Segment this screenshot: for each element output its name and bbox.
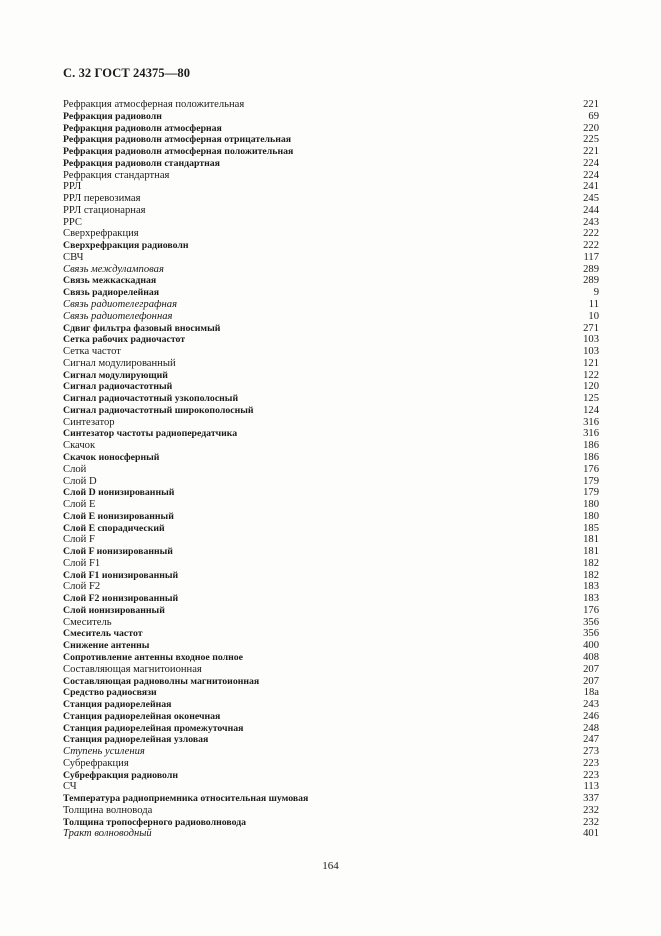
index-page-ref: 125: [583, 393, 599, 405]
index-term: РРС: [63, 216, 82, 228]
index-term: Рефракция радиоволн атмосферная положительная: [63, 146, 294, 158]
index-term: Рефракция радиоволн стандартная: [63, 157, 220, 169]
index-entry: [63, 781, 599, 793]
index-term: Связь междуламповая: [63, 263, 164, 275]
index-entry: [63, 628, 599, 640]
index-page-ref: 222: [583, 228, 599, 240]
index-term: Температура радиоприемника относительная шумовая: [63, 793, 309, 805]
index-entry: [63, 334, 599, 346]
index-page-ref: 207: [583, 675, 599, 687]
index-term: Слой ионизированный: [63, 604, 165, 616]
index-entry: [63, 570, 599, 582]
index-page-ref: 183: [583, 593, 599, 605]
index-entry: [63, 793, 599, 805]
index-page-ref: 179: [583, 475, 599, 487]
index-entry: [63, 770, 599, 782]
index-term: Составляющая радиоволны магнитоионная: [63, 675, 260, 687]
index-page-ref: 18а: [583, 687, 599, 699]
index-term: Станция радиорелейная: [63, 699, 172, 711]
index-entry: [63, 511, 599, 523]
index-page-ref: 103: [583, 334, 599, 346]
index-page-ref: 243: [583, 699, 599, 711]
index-term: Сдвиг фильтра фазовый вносимый: [63, 322, 221, 334]
index-term: Сетка частот: [63, 346, 121, 358]
index-term: Ступень усиления: [63, 746, 145, 758]
index-entry: [63, 370, 599, 382]
index-term: Рефракция стандартная: [63, 169, 170, 181]
index-term: Слой F1: [63, 557, 101, 569]
index-term: Синтезатор: [63, 416, 115, 428]
index-entry: [63, 676, 599, 688]
index-page-ref: 182: [583, 557, 599, 569]
index-entry: [63, 699, 599, 711]
index-entry: [63, 358, 599, 370]
index-page-ref: 337: [583, 793, 599, 805]
index-page-ref: 244: [583, 204, 599, 216]
index-entry: [63, 134, 599, 146]
index-term: Слой E: [63, 499, 96, 511]
index-entry: [63, 723, 599, 735]
index-term: Станция радиорелейная промежуточная: [63, 722, 244, 734]
index-entry: [63, 123, 599, 135]
index-page-ref: 186: [583, 440, 599, 452]
index-page-ref: 176: [583, 604, 599, 616]
index-page-ref: 181: [583, 534, 599, 546]
index-term: Станция радиорелейная оконечная: [63, 710, 221, 722]
index-entry: [63, 217, 599, 229]
index-entry: [63, 193, 599, 205]
index-term: Рефракция радиоволн атмосферная: [63, 122, 222, 134]
index-term: РРЛ стационарная: [63, 204, 146, 216]
index-page-ref: 176: [583, 463, 599, 475]
index-term: Сетка рабочих радиочастот: [63, 334, 186, 346]
index-term: Тракт волноводный: [63, 828, 152, 840]
index-page-ref: 103: [583, 346, 599, 358]
index-term: Сигнал радиочастотный узкополосный: [63, 393, 239, 405]
index-term: Слой: [63, 463, 87, 475]
index-entry: [63, 346, 599, 358]
index-term: Сигнал модулирующий: [63, 369, 168, 381]
index-entry: [63, 605, 599, 617]
index-entry: [63, 581, 599, 593]
index-term: Составляющая магнитоионная: [63, 663, 202, 675]
index-term: Скачок ионосферный: [63, 451, 160, 463]
index-term: Слой D: [63, 475, 97, 487]
index-entry: [63, 758, 599, 770]
index-page-ref: 225: [583, 134, 599, 146]
index-entry: [63, 440, 599, 452]
index-page-ref: 69: [588, 110, 599, 122]
index-page-ref: 207: [583, 663, 599, 675]
index-term: Средство радиосвязи: [63, 687, 157, 699]
index-term: Рефракция радиоволн атмосферная отрицательная: [63, 134, 292, 146]
index-page-ref: 316: [583, 416, 599, 428]
index-page-ref: 246: [583, 710, 599, 722]
index-page-ref: 289: [583, 275, 599, 287]
index-entry: [63, 617, 599, 629]
index-entry: [63, 746, 599, 758]
index-term: Субрефракция: [63, 757, 129, 769]
index-term: Сигнал радиочастотный широкополосный: [63, 404, 254, 416]
index-term: Слой F: [63, 534, 95, 546]
index-term: Связь радиотелеграфная: [63, 299, 177, 311]
index-term: Сверхрефракция радиоволн: [63, 240, 189, 252]
index-page-ref: 241: [583, 181, 599, 193]
index-term: Слой E ионизированный: [63, 510, 174, 522]
index-term: Сигнал радиочастотный: [63, 381, 173, 393]
index-page-ref: 180: [583, 510, 599, 522]
index-entry: [63, 546, 599, 558]
index-entry: [63, 311, 599, 323]
index-entry: [63, 523, 599, 535]
index-entry: [63, 240, 599, 252]
index-page-ref: 180: [583, 499, 599, 511]
index-page-ref: 224: [583, 157, 599, 169]
index-page-ref: 224: [583, 169, 599, 181]
index-term: Слой F1 ионизированный: [63, 569, 179, 581]
index-entry: [63, 99, 599, 111]
index-page-ref: 185: [583, 522, 599, 534]
index-page-ref: 186: [583, 451, 599, 463]
index-entry: [63, 558, 599, 570]
index-entry: [63, 381, 599, 393]
index-term: СЧ: [63, 781, 77, 793]
index-page-ref: 181: [583, 546, 599, 558]
index-page-ref: 316: [583, 428, 599, 440]
index-entry: [63, 158, 599, 170]
index-entry: [63, 405, 599, 417]
index-page-ref: 222: [583, 240, 599, 252]
index-page-ref: 356: [583, 628, 599, 640]
index-page-ref: 124: [583, 404, 599, 416]
page-number: 164: [322, 860, 339, 872]
index-entry: [63, 228, 599, 240]
index-page-ref: 356: [583, 616, 599, 628]
index-entry: [63, 417, 599, 429]
index-term: Связь радиотелефонная: [63, 310, 173, 322]
index-page-ref: 408: [583, 651, 599, 663]
index-entry: [63, 146, 599, 158]
page-header: С. 32 ГОСТ 24375—80: [63, 66, 191, 80]
index-page-ref: 120: [583, 381, 599, 393]
index-entry: [63, 205, 599, 217]
index-page-ref: 223: [583, 769, 599, 781]
index-term: Сверхрефракция: [63, 228, 139, 240]
index-entry: [63, 664, 599, 676]
index-term: Скачок: [63, 440, 96, 452]
index-entry: [63, 323, 599, 335]
index-term: Синтезатор частоты радиопередатчика: [63, 428, 238, 440]
index-entry: [63, 111, 599, 123]
index-term: Слой F2 ионизированный: [63, 593, 179, 605]
index-term: РРЛ: [63, 181, 82, 193]
index-page-ref: 179: [583, 487, 599, 499]
index-term: Слой F2: [63, 581, 101, 593]
index-term: Смеситель: [63, 616, 112, 628]
index-term: Снижение антенны: [63, 640, 150, 652]
index-page-ref: 121: [583, 357, 599, 369]
index-entry: [63, 734, 599, 746]
index-page-ref: 220: [583, 122, 599, 134]
index-page-ref: 232: [583, 804, 599, 816]
index-entry: [63, 593, 599, 605]
index-entry: [63, 287, 599, 299]
index-term: Сопротивление антенны входное полное: [63, 651, 244, 663]
index-page-ref: 10: [588, 310, 599, 322]
term-index-list: [63, 99, 599, 840]
index-page-ref: 182: [583, 569, 599, 581]
index-entry: [63, 711, 599, 723]
index-entry: [63, 464, 599, 476]
index-entry: [63, 805, 599, 817]
index-entry: [63, 170, 599, 182]
index-term: Рефракция радиоволн: [63, 110, 162, 122]
index-entry: [63, 487, 599, 499]
index-entry: [63, 181, 599, 193]
index-entry: [63, 534, 599, 546]
index-term: Толщина волновода: [63, 804, 153, 816]
index-page-ref: 289: [583, 263, 599, 275]
index-entry: [63, 452, 599, 464]
index-page-ref: 113: [583, 781, 599, 793]
index-page-ref: 243: [583, 216, 599, 228]
index-page-ref: 223: [583, 757, 599, 769]
index-page-ref: 232: [583, 816, 599, 828]
index-page-ref: 245: [583, 193, 599, 205]
index-term: СВЧ: [63, 251, 84, 263]
index-term: Смеситель частот: [63, 628, 143, 640]
index-page-ref: 11: [588, 299, 599, 311]
index-page-ref: 9: [593, 287, 599, 299]
index-term: Связь межкаскадная: [63, 275, 157, 287]
index-page-ref: 271: [583, 322, 599, 334]
index-page-ref: 221: [583, 99, 599, 110]
index-page-ref: 122: [583, 369, 599, 381]
index-term: Сигнал модулированный: [63, 357, 176, 369]
index-entry: [63, 640, 599, 652]
index-term: Субрефракция радиоволн: [63, 769, 178, 781]
index-page-ref: 273: [583, 746, 599, 758]
index-entry: [63, 652, 599, 664]
index-term: Связь радиорелейная: [63, 287, 160, 299]
index-term: Станция радиорелейная узловая: [63, 734, 209, 746]
index-entry: [63, 275, 599, 287]
index-entry: [63, 252, 599, 264]
index-term: Слой F ионизированный: [63, 546, 173, 558]
index-entry: [63, 476, 599, 488]
index-entry: [63, 428, 599, 440]
index-entry: [63, 817, 599, 829]
index-term: Толщина тропосферного радиоволновода: [63, 816, 247, 828]
index-entry: [63, 264, 599, 276]
index-entry: [63, 828, 599, 840]
index-entry: [63, 499, 599, 511]
index-page-ref: 400: [583, 640, 599, 652]
index-entry: [63, 299, 599, 311]
index-page-ref: 183: [583, 581, 599, 593]
index-page-ref: 117: [583, 251, 599, 263]
index-page-ref: 401: [583, 828, 599, 840]
index-term: РРЛ перевозимая: [63, 193, 141, 205]
index-page-ref: 248: [583, 722, 599, 734]
index-term: Слой D ионизированный: [63, 487, 175, 499]
index-term: Слой E спорадический: [63, 522, 165, 534]
index-term: Рефракция атмосферная положительная: [63, 99, 245, 110]
index-page-ref: 247: [583, 734, 599, 746]
index-entry: [63, 393, 599, 405]
index-page-ref: 221: [583, 146, 599, 158]
index-entry: [63, 687, 599, 699]
